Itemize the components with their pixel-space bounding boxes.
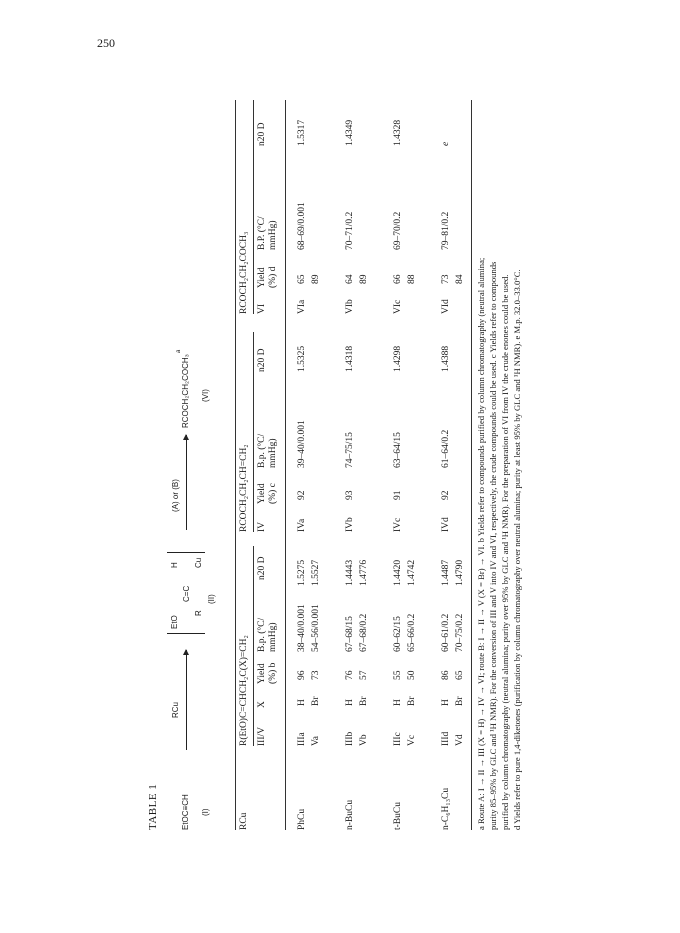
footnote-line-2: purity 85–95% by GLC and ¹H NMR). For the conversion of III and V into IV and VI, respectively, the crude compounds could be used. c Yields refer to compounds	[488, 261, 498, 830]
row-2-vi-n: 1.4349	[345, 119, 355, 146]
group-3-rule	[253, 100, 254, 314]
row-2-iv: IVb	[345, 517, 355, 532]
row-2-yield-a: 76	[345, 670, 355, 680]
row-4-n-b: 1.4790	[455, 559, 465, 586]
row-3-n-a: 1.4420	[393, 559, 403, 586]
scheme-reagent: RCu	[171, 701, 180, 718]
rotated-table	[141, 100, 522, 830]
reaction-scheme	[167, 100, 227, 830]
row-3-n-b: 1.4742	[407, 559, 417, 586]
row-1-iv: IVa	[297, 518, 307, 532]
row-1-x-a: H	[297, 699, 307, 706]
row-3-yield-a: 55	[393, 670, 403, 680]
row-4-rcu: n-C₆H₁₃Cu	[441, 787, 451, 830]
header-rule	[285, 100, 286, 830]
scheme-cu: Cu	[194, 557, 203, 568]
col-header-n-3: n20 D	[257, 122, 267, 146]
col-header-IV: IV	[257, 521, 267, 532]
col-header-III-V: III/V	[257, 727, 267, 746]
col-header-yield-1: Yield (%) b	[257, 662, 278, 684]
row-3-yield-b: 50	[407, 670, 417, 680]
row-1-cmp-b: Va	[311, 735, 321, 746]
row-3-vi: VIc	[393, 299, 403, 314]
scheme-arrow-2	[186, 435, 187, 530]
row-1-vi-yield-a: 65	[297, 274, 307, 284]
row-3-iv-bp: 63–64/15	[393, 432, 403, 468]
row-3-iv: IVc	[393, 517, 403, 532]
row-1-rcu: PhCu	[297, 808, 307, 830]
scheme-conditions: (A) or (B)	[171, 479, 180, 512]
row-3-bp-a: 60–62/15	[393, 616, 403, 652]
row-1-iv-n: 1.5325	[297, 345, 307, 372]
col-header-yield-2: Yield (%) c	[257, 483, 278, 504]
row-3-vi-n: 1.4328	[393, 119, 403, 146]
row-2-yield-b: 57	[359, 670, 369, 680]
row-2-vi: VIb	[345, 299, 355, 314]
row-3-bp-b: 65–66/0.2	[407, 613, 417, 652]
scheme-h: H	[170, 562, 179, 568]
col-header-bp-3: B.P. (°C/ mmHg)	[257, 216, 278, 250]
row-1-n-b: 1.5527	[311, 559, 321, 586]
header-group-2: RCOCH₂CH₂CH=CH₂	[239, 444, 249, 532]
row-4-yield-b: 65	[455, 670, 465, 680]
row-4-bp-b: 70–75/0.2	[455, 613, 465, 652]
row-2-vi-bp: 70–71/0.2	[345, 211, 355, 250]
col-header-n-1: n20 D	[257, 556, 267, 580]
row-3-cmp-b: Vc	[407, 734, 417, 746]
scheme-cc: C=C	[182, 585, 191, 602]
scheme-product-label: (VI)	[201, 389, 210, 402]
row-4-n-a: 1.4487	[441, 559, 451, 586]
top-rule	[235, 100, 236, 830]
row-3-iv-n: 1.4298	[393, 345, 403, 372]
header-group-1: R(EtO)C=CHCH₂C(X)=CH₂	[239, 635, 249, 746]
row-3-vi-yield-b: 88	[407, 274, 417, 284]
col-header-yield-3: Yield (%) d	[257, 266, 278, 288]
row-1-x-b: Br	[311, 696, 321, 706]
table-caption: TABLE 1	[147, 783, 159, 830]
row-1-n-a: 1.5275	[297, 559, 307, 586]
row-1-vi-bp: 68–69/0.001	[297, 202, 307, 250]
row-2-bp-a: 67–68/15	[345, 616, 355, 652]
row-4-cmp-a: IIId	[441, 731, 451, 746]
row-3-x-b: Br	[407, 696, 417, 706]
scheme-start: EtOC≡CH	[181, 794, 190, 830]
scheme-r: R	[194, 610, 203, 616]
row-1-vi-n: 1.5317	[297, 119, 307, 146]
row-1-iv-bp: 39–40/0.001	[297, 420, 307, 468]
row-4-iv-n: 1.4388	[441, 345, 451, 372]
row-2-cmp-b: Vb	[359, 734, 369, 746]
header-rcu: RCu	[239, 812, 249, 830]
row-2-vi-yield-b: 89	[359, 274, 369, 284]
col-header-VI: VI	[257, 303, 267, 314]
row-2-cmp-a: IIIb	[345, 731, 355, 746]
row-2-x-b: Br	[359, 696, 369, 706]
row-4-vi-yield-b: 84	[455, 274, 465, 284]
row-3-iv-yield: 91	[393, 490, 403, 500]
row-4-iv-bp: 61–64/0.2	[441, 429, 451, 468]
scheme-start-label: (I)	[201, 808, 210, 816]
footnote-line-1: a Route A: I → II → III (X = H) → IV → VI; route B: I → II → V (X = Br) → VI. b Yields refer to compounds purified by column chromatography (neutral alumina;	[476, 257, 486, 830]
row-1-vi-yield-b: 89	[311, 274, 321, 284]
row-4-iv-yield: 92	[441, 490, 451, 500]
row-1-bp-a: 38–40/0.001	[297, 604, 307, 652]
row-1-vi: VIa	[297, 299, 307, 314]
scheme-eto: EtO	[170, 615, 179, 629]
footnote-line-4: d Yields refer to pure 1,4-diketones (purification by column chromatography over neutral alumina; purity at least 95% by GLC and ¹H NMR). e M.p. 32.0–33.0°C.	[512, 269, 522, 830]
col-header-bp-1: B.p. (°C/ mmHg)	[257, 617, 278, 652]
page-number: 250	[97, 36, 115, 50]
row-2-x-a: H	[345, 699, 355, 706]
scheme-arrow-1	[186, 650, 187, 750]
row-1-bp-b: 54–56/0.001	[311, 604, 321, 652]
row-2-n-a: 1.4443	[345, 559, 355, 586]
col-header-X: X	[257, 701, 267, 708]
scheme-product-note: a	[176, 349, 182, 353]
row-4-vi-bp: 79–81/0.2	[441, 211, 451, 250]
row-4-yield-a: 86	[441, 670, 451, 680]
row-3-x-a: H	[393, 699, 403, 706]
row-2-bp-b: 67–68/0.2	[359, 613, 369, 652]
row-1-yield-b: 73	[311, 670, 321, 680]
row-4-bp-a: 60–61/0.2	[441, 613, 451, 652]
row-4-x-a: H	[441, 699, 451, 706]
scheme-product: RCOCH₂CH₂COCH₃	[181, 354, 190, 428]
row-1-cmp-a: IIIa	[297, 732, 307, 746]
col-header-bp-2: B.p. (°C/ mmHg)	[257, 433, 278, 468]
row-2-rcu: n-BuCu	[345, 799, 355, 830]
header-group-3: RCOCH₂CH₂COCH₃	[239, 231, 249, 314]
row-4-vi-n: e	[441, 141, 451, 146]
row-3-cmp-a: IIIc	[393, 732, 403, 746]
row-1-yield-a: 96	[297, 670, 307, 680]
row-4-vi: VId	[441, 299, 451, 314]
bottom-rule	[471, 100, 472, 830]
col-header-n-2: n20 D	[257, 348, 267, 372]
row-2-iv-n: 1.4318	[345, 345, 355, 372]
row-3-rcu: t-BuCu	[393, 802, 403, 830]
row-3-vi-bp: 69–70/0.2	[393, 211, 403, 250]
row-4-cmp-b: Vd	[455, 734, 465, 746]
footnote-line-3: purified by column chromatography (neutral alumina; purity over 95% by GLC and ¹H NMR). For the preparation of VI from IV the crude enones could be used.	[500, 274, 510, 830]
group-2-rule	[253, 332, 254, 532]
row-3-vi-yield-a: 66	[393, 274, 403, 284]
row-4-x-b: Br	[455, 696, 465, 706]
group-1-rule	[253, 546, 254, 746]
row-2-n-b: 1.4776	[359, 559, 369, 586]
row-1-iv-yield: 92	[297, 490, 307, 500]
row-2-iv-yield: 93	[345, 490, 355, 500]
row-2-iv-bp: 74–75/15	[345, 432, 355, 468]
row-4-vi-yield-a: 73	[441, 274, 451, 284]
scheme-intermediate-label: (II)	[207, 594, 216, 604]
row-4-iv: IVd	[441, 517, 451, 532]
row-2-vi-yield-a: 64	[345, 274, 355, 284]
